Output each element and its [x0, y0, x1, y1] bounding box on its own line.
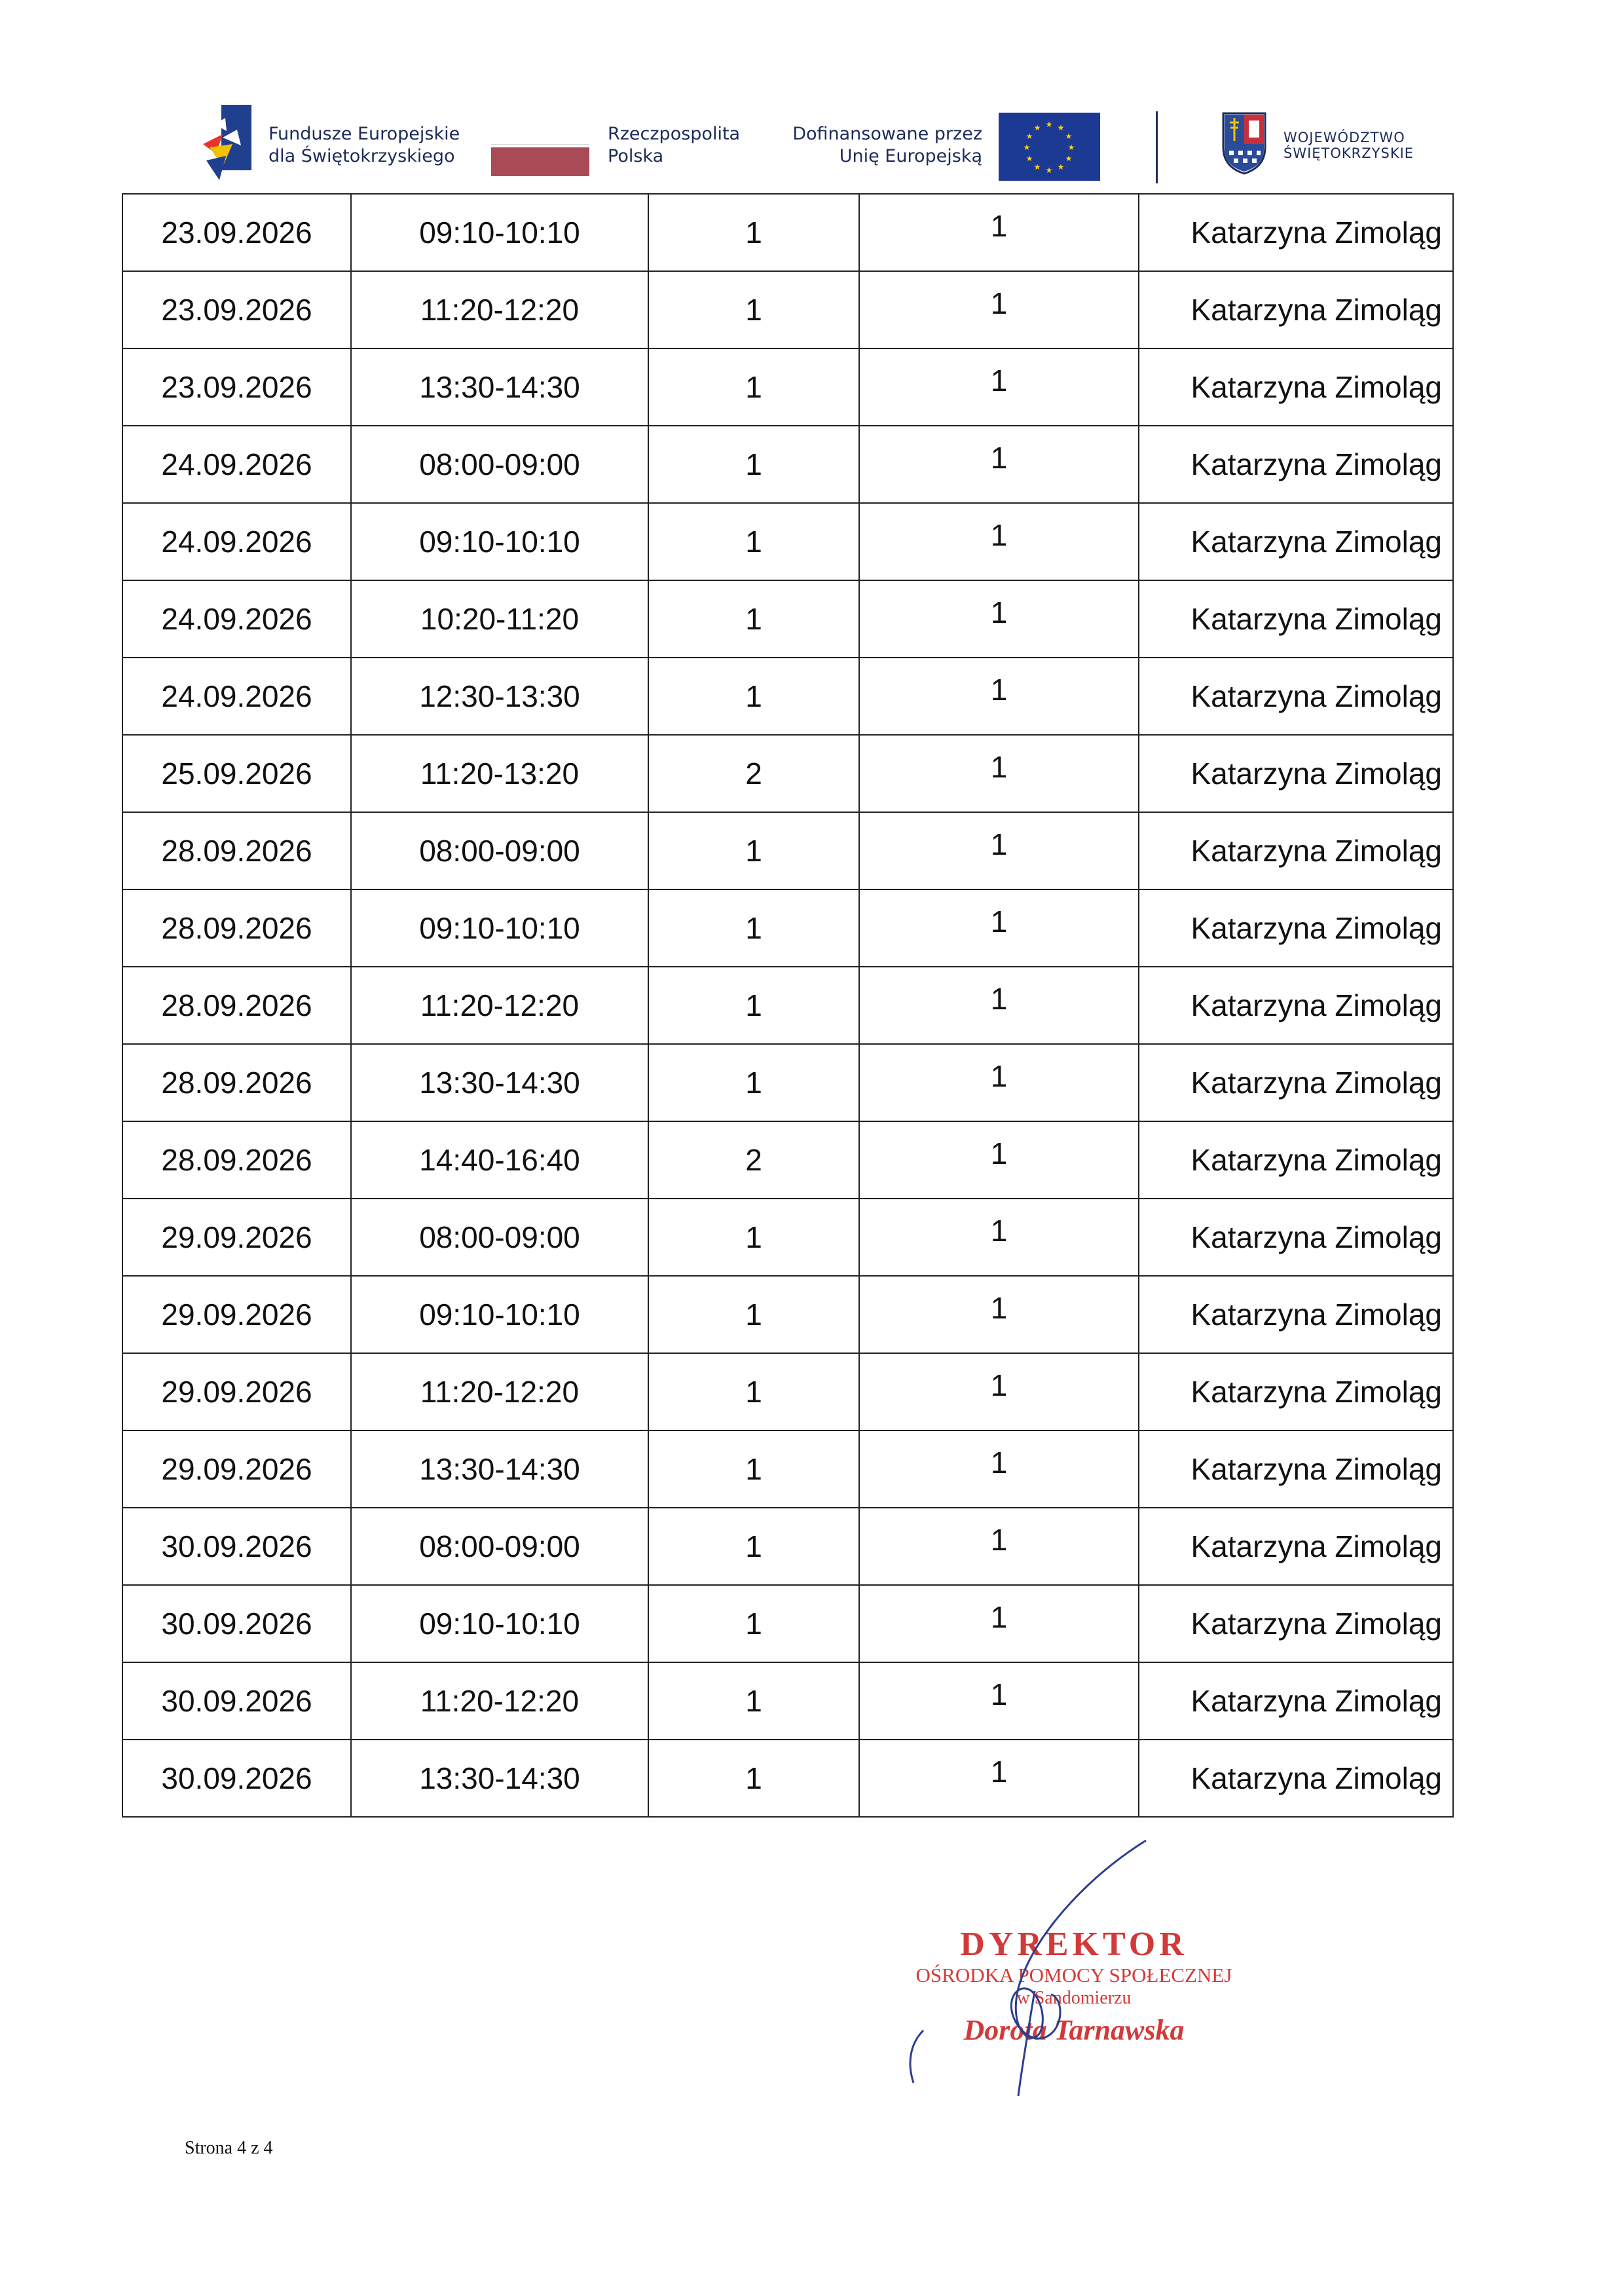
schedule-table-body	[122, 194, 1453, 1817]
poland-flag-icon	[491, 144, 589, 176]
fe-mark-icon	[203, 105, 255, 190]
cell-time: 09:10-10:10	[351, 194, 648, 271]
cell-count	[859, 658, 1139, 735]
eu-logo-text	[792, 123, 982, 168]
svg-text:★: ★	[1057, 162, 1065, 172]
fe-logo-text	[268, 123, 460, 168]
table-row	[122, 1508, 1453, 1585]
cell-person: Katarzyna Zimoląg	[1139, 271, 1453, 348]
cell-count-value: 1	[990, 1446, 1008, 1480]
cell-hours: 1	[648, 1276, 859, 1353]
table-row	[122, 348, 1453, 426]
header-logos	[196, 105, 1441, 190]
cell-time: 08:00-09:00	[351, 1199, 648, 1276]
cell-count	[859, 426, 1139, 503]
cell-time: 11:20-12:20	[351, 1662, 648, 1740]
svg-text:★: ★	[1065, 154, 1073, 163]
cell-count	[859, 580, 1139, 658]
cell-date: 30.09.2026	[122, 1508, 351, 1585]
logo-rzeczpospolita	[491, 105, 740, 190]
cell-count	[859, 1276, 1139, 1353]
cell-date: 28.09.2026	[122, 1044, 351, 1121]
stamp-title: DYREKTOR	[960, 1926, 1188, 1963]
cell-count	[859, 503, 1139, 580]
logo-eu	[786, 105, 1100, 190]
cell-person: Katarzyna Zimoląg	[1139, 658, 1453, 735]
cell-person: Katarzyna Zimoląg	[1139, 580, 1453, 658]
cell-count	[859, 1430, 1139, 1508]
cell-count-value: 1	[990, 1136, 1008, 1170]
cell-count-value: 1	[990, 518, 1008, 552]
cell-time: 14:40-16:40	[351, 1121, 648, 1199]
cell-time: 13:30-14:30	[351, 1740, 648, 1817]
cell-count-value: 1	[990, 1214, 1008, 1248]
svg-text:★: ★	[1033, 123, 1041, 132]
cell-person: Katarzyna Zimoląg	[1139, 812, 1453, 889]
cell-count-value: 1	[990, 441, 1008, 475]
rp-logo-text	[608, 123, 740, 168]
cell-hours: 1	[648, 812, 859, 889]
region-logo-text	[1283, 130, 1414, 161]
cell-count	[859, 1740, 1139, 1817]
region-logo-line1: WOJEWÓDZTWO	[1283, 130, 1405, 145]
cell-count	[859, 812, 1139, 889]
cell-time: 11:20-13:20	[351, 735, 648, 812]
fe-logo-line1: Fundusze Europejskie	[268, 124, 460, 144]
cell-count	[859, 967, 1139, 1044]
cell-time: 08:00-09:00	[351, 1508, 648, 1585]
cell-hours: 1	[648, 658, 859, 735]
rp-logo-line2: Polska	[608, 146, 664, 166]
cell-hours: 2	[648, 735, 859, 812]
table-row	[122, 503, 1453, 580]
cell-person: Katarzyna Zimoląg	[1139, 348, 1453, 426]
svg-text:★: ★	[1067, 143, 1075, 152]
svg-text:★: ★	[1023, 143, 1031, 152]
cell-count-value: 1	[990, 1059, 1008, 1093]
handwritten-signature	[897, 1834, 1172, 2109]
cell-person: Katarzyna Zimoląg	[1139, 503, 1453, 580]
cell-time: 09:10-10:10	[351, 503, 648, 580]
cell-hours: 1	[648, 194, 859, 271]
stamp-organization: OŚRODKA POMOCY SPOŁECZNEJ	[915, 1964, 1232, 1987]
cell-count-value: 1	[990, 1523, 1008, 1557]
cell-date: 28.09.2026	[122, 1121, 351, 1199]
cell-person: Katarzyna Zimoląg	[1139, 1121, 1453, 1199]
cell-time: 11:20-12:20	[351, 967, 648, 1044]
cell-count-value: 1	[990, 1600, 1008, 1634]
cell-hours: 1	[648, 889, 859, 967]
cell-person: Katarzyna Zimoląg	[1139, 1199, 1453, 1276]
schedule-table	[122, 193, 1454, 1818]
cell-count	[859, 889, 1139, 967]
cell-count	[859, 1044, 1139, 1121]
cell-date: 28.09.2026	[122, 889, 351, 967]
table-row	[122, 1044, 1453, 1121]
table-row	[122, 194, 1453, 271]
cell-date: 24.09.2026	[122, 503, 351, 580]
table-row	[122, 1430, 1453, 1508]
table-row	[122, 1121, 1453, 1199]
table-row	[122, 812, 1453, 889]
cell-date: 30.09.2026	[122, 1740, 351, 1817]
cell-count-value: 1	[990, 982, 1008, 1016]
table-row	[122, 1740, 1453, 1817]
cell-time: 11:20-12:20	[351, 271, 648, 348]
cell-date: 29.09.2026	[122, 1199, 351, 1276]
cell-count-value: 1	[990, 1755, 1008, 1789]
cell-person: Katarzyna Zimoląg	[1139, 967, 1453, 1044]
cell-person: Katarzyna Zimoląg	[1139, 194, 1453, 271]
cell-hours: 1	[648, 1199, 859, 1276]
cell-date: 29.09.2026	[122, 1276, 351, 1353]
cell-date: 23.09.2026	[122, 194, 351, 271]
cell-hours: 1	[648, 1044, 859, 1121]
cell-date: 24.09.2026	[122, 426, 351, 503]
cell-date: 28.09.2026	[122, 812, 351, 889]
cell-hours: 1	[648, 1585, 859, 1662]
table-row	[122, 1585, 1453, 1662]
cell-date: 30.09.2026	[122, 1662, 351, 1740]
cell-date: 28.09.2026	[122, 967, 351, 1044]
svg-text:★: ★	[1057, 123, 1065, 132]
cell-count	[859, 1199, 1139, 1276]
cell-hours: 1	[648, 348, 859, 426]
fe-logo-line2: dla Świętokrzyskiego	[268, 146, 455, 166]
cell-count-value: 1	[990, 1677, 1008, 1711]
table-row	[122, 426, 1453, 503]
cell-count-value: 1	[990, 750, 1008, 784]
cell-count-value: 1	[990, 286, 1008, 320]
cell-time: 13:30-14:30	[351, 348, 648, 426]
cell-date: 29.09.2026	[122, 1353, 351, 1430]
cell-person: Katarzyna Zimoląg	[1139, 426, 1453, 503]
cell-hours: 1	[648, 1353, 859, 1430]
cell-person: Katarzyna Zimoląg	[1139, 1276, 1453, 1353]
cell-hours: 1	[648, 967, 859, 1044]
cell-count	[859, 735, 1139, 812]
cell-count-value: 1	[990, 595, 1008, 629]
cell-hours: 1	[648, 1430, 859, 1508]
cell-hours: 1	[648, 503, 859, 580]
svg-text:★: ★	[1045, 166, 1053, 175]
cell-count-value: 1	[990, 905, 1008, 939]
cell-person: Katarzyna Zimoląg	[1139, 889, 1453, 967]
cell-time: 10:20-11:20	[351, 580, 648, 658]
cell-date: 30.09.2026	[122, 1585, 351, 1662]
table-row	[122, 1353, 1453, 1430]
table-row	[122, 271, 1453, 348]
logo-divider	[1156, 111, 1158, 183]
cell-hours: 1	[648, 426, 859, 503]
cell-count	[859, 1585, 1139, 1662]
cell-hours: 1	[648, 1662, 859, 1740]
cell-time: 13:30-14:30	[351, 1044, 648, 1121]
region-logo-line2: ŚWIĘTOKRZYSKIE	[1283, 145, 1414, 161]
cell-person: Katarzyna Zimoląg	[1139, 1353, 1453, 1430]
cell-time: 09:10-10:10	[351, 1276, 648, 1353]
cell-person: Katarzyna Zimoląg	[1139, 735, 1453, 812]
cell-count-value: 1	[990, 1368, 1008, 1402]
cell-time: 08:00-09:00	[351, 812, 648, 889]
cell-count	[859, 348, 1139, 426]
cell-hours: 2	[648, 1121, 859, 1199]
region-crest-icon	[1221, 111, 1267, 176]
table-row	[122, 967, 1453, 1044]
cell-date: 23.09.2026	[122, 271, 351, 348]
table-row	[122, 1199, 1453, 1276]
cell-time: 13:30-14:30	[351, 1430, 648, 1508]
cell-date: 24.09.2026	[122, 658, 351, 735]
cell-date: 29.09.2026	[122, 1430, 351, 1508]
svg-text:★: ★	[1025, 132, 1033, 141]
table-row	[122, 580, 1453, 658]
stamp-city: w Sandomierzu	[1016, 1988, 1132, 2008]
cell-count-value: 1	[990, 364, 1008, 398]
cell-person: Katarzyna Zimoląg	[1139, 1044, 1453, 1121]
table-row	[122, 735, 1453, 812]
logo-fundusze-europejskie	[203, 105, 478, 190]
cell-date: 25.09.2026	[122, 735, 351, 812]
cell-person: Katarzyna Zimoląg	[1139, 1662, 1453, 1740]
cell-time: 09:10-10:10	[351, 1585, 648, 1662]
cell-person: Katarzyna Zimoląg	[1139, 1508, 1453, 1585]
cell-count	[859, 1353, 1139, 1430]
table-row	[122, 1662, 1453, 1740]
cell-hours: 1	[648, 1508, 859, 1585]
table-row	[122, 889, 1453, 967]
cell-hours: 1	[648, 271, 859, 348]
table-row	[122, 1276, 1453, 1353]
cell-hours: 1	[648, 1740, 859, 1817]
eu-flag-icon	[999, 113, 1100, 181]
cell-time: 09:10-10:10	[351, 889, 648, 967]
cell-count	[859, 1508, 1139, 1585]
svg-text:★: ★	[1025, 154, 1033, 163]
cell-time: 08:00-09:00	[351, 426, 648, 503]
svg-text:★: ★	[1033, 162, 1041, 172]
eu-logo-line2: Unię Europejską	[839, 146, 982, 166]
svg-text:★: ★	[1065, 132, 1073, 141]
cell-person: Katarzyna Zimoląg	[1139, 1740, 1453, 1817]
logo-wojewodztwo	[1221, 105, 1444, 190]
cell-person: Katarzyna Zimoląg	[1139, 1430, 1453, 1508]
cell-count-value: 1	[990, 673, 1008, 707]
cell-time: 11:20-12:20	[351, 1353, 648, 1430]
cell-date: 24.09.2026	[122, 580, 351, 658]
cell-count	[859, 194, 1139, 271]
cell-count	[859, 271, 1139, 348]
cell-hours: 1	[648, 580, 859, 658]
rp-logo-line1: Rzeczpospolita	[608, 124, 741, 144]
table-row	[122, 658, 1453, 735]
page-number: Strona 4 z 4	[185, 2138, 273, 2158]
cell-count-value: 1	[990, 827, 1008, 861]
cell-count	[859, 1662, 1139, 1740]
cell-count	[859, 1121, 1139, 1199]
cell-time: 12:30-13:30	[351, 658, 648, 735]
cell-date: 23.09.2026	[122, 348, 351, 426]
cell-count-value: 1	[990, 209, 1008, 243]
svg-text:★: ★	[1045, 120, 1053, 129]
eu-logo-line1: Dofinansowane przez	[792, 124, 982, 144]
cell-person: Katarzyna Zimoląg	[1139, 1585, 1453, 1662]
cell-count-value: 1	[990, 1291, 1008, 1325]
stamp-name: Dorota Tarnawska	[963, 2014, 1185, 2046]
